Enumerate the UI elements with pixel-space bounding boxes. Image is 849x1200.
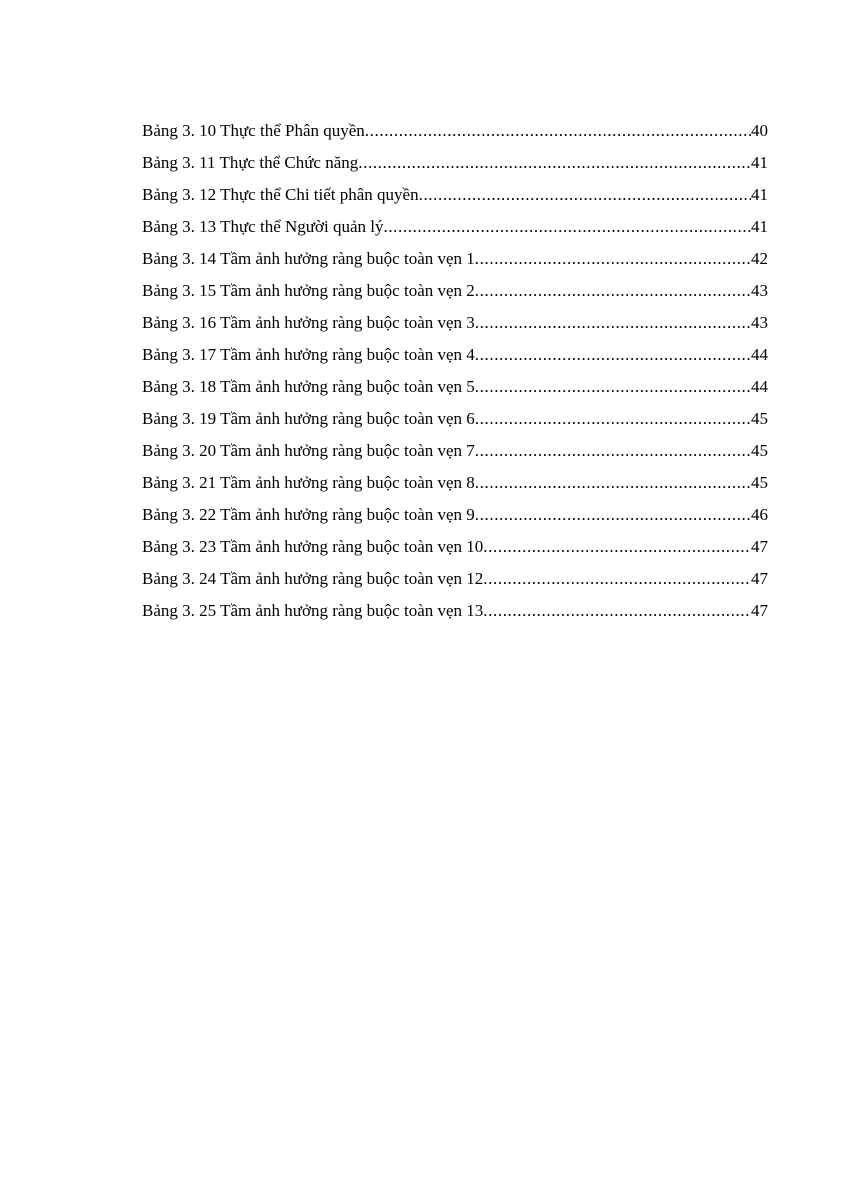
toc-entry-label: Bảng 3. 13 Thực thể Người quản lý: [142, 217, 384, 236]
toc-entry-page-number: 46: [751, 505, 768, 524]
toc-entry[interactable]: [142, 153, 768, 185]
toc-entry-page-number: 44: [751, 345, 768, 364]
toc-entry-page-number: 45: [751, 441, 768, 460]
toc-entry-page-number: 43: [751, 281, 768, 300]
toc-entry-label: Bảng 3. 22 Tầm ảnh hưởng ràng buộc toàn vẹn 9: [142, 505, 475, 524]
toc-entry[interactable]: [142, 281, 768, 313]
toc-dot-leader: [475, 473, 751, 493]
toc-entry-label: Bảng 3. 17 Tầm ảnh hưởng ràng buộc toàn vẹn 4: [142, 345, 475, 364]
toc-entry-label: Bảng 3. 25 Tầm ảnh hưởng ràng buộc toàn vẹn 13: [142, 601, 484, 620]
toc-entry[interactable]: [142, 441, 768, 473]
toc-entry[interactable]: [142, 185, 768, 217]
toc-dot-leader: [365, 121, 751, 141]
toc-entry-page-number: 41: [751, 185, 768, 204]
toc-dot-leader: [475, 441, 751, 461]
toc-entry-label: Bảng 3. 20 Tầm ảnh hưởng ràng buộc toàn vẹn 7: [142, 441, 475, 460]
toc-entry-page-number: 47: [751, 537, 768, 556]
toc-entry-page-number: 45: [751, 473, 768, 492]
toc-dot-leader: [475, 281, 751, 301]
toc-entry-page-number: 43: [751, 313, 768, 332]
toc-entry[interactable]: [142, 409, 768, 441]
toc-entry[interactable]: [142, 505, 768, 537]
toc-entry-label: Bảng 3. 11 Thực thể Chức năng: [142, 153, 359, 172]
toc-entry-label: Bảng 3. 23 Tầm ảnh hưởng ràng buộc toàn vẹn 10: [142, 537, 484, 556]
toc-entry-label: Bảng 3. 24 Tầm ảnh hưởng ràng buộc toàn vẹn 12: [142, 569, 484, 588]
toc-entry-page-number: 40: [751, 121, 768, 140]
toc-entry[interactable]: [142, 345, 768, 377]
toc-entry[interactable]: [142, 601, 768, 633]
toc-dot-leader: [419, 185, 751, 205]
toc-dot-leader: [475, 345, 751, 365]
toc-dot-leader: [475, 313, 751, 333]
toc-entry-page-number: 41: [751, 217, 768, 236]
toc-entry-page-number: 47: [751, 601, 768, 620]
toc-dot-leader: [483, 569, 751, 589]
toc-dot-leader: [358, 153, 751, 173]
toc-entry[interactable]: [142, 121, 768, 153]
toc-entry-label: Bảng 3. 21 Tầm ảnh hưởng ràng buộc toàn vẹn 8: [142, 473, 475, 492]
toc-dot-leader: [475, 249, 751, 269]
toc-entry-label: Bảng 3. 14 Tầm ảnh hưởng ràng buộc toàn vẹn 1: [142, 249, 475, 268]
toc-entry-label: Bảng 3. 18 Tầm ảnh hưởng ràng buộc toàn vẹn 5: [142, 377, 475, 396]
toc-entry[interactable]: [142, 377, 768, 409]
toc-dot-leader: [483, 601, 751, 621]
toc-entry[interactable]: [142, 473, 768, 505]
table-of-contents-list: [142, 121, 768, 633]
toc-entry-label: Bảng 3. 10 Thực thể Phân quyền: [142, 121, 365, 140]
toc-dot-leader: [475, 409, 751, 429]
toc-dot-leader: [383, 217, 751, 237]
toc-entry-label: Bảng 3. 16 Tầm ảnh hưởng ràng buộc toàn vẹn 3: [142, 313, 475, 332]
toc-entry-page-number: 44: [751, 377, 768, 396]
toc-entry-label: Bảng 3. 15 Tầm ảnh hưởng ràng buộc toàn vẹn 2: [142, 281, 475, 300]
toc-entry-label: Bảng 3. 19 Tầm ảnh hưởng ràng buộc toàn vẹn 6: [142, 409, 475, 428]
toc-entry-page-number: 42: [751, 249, 768, 268]
toc-entry-label: Bảng 3. 12 Thực thể Chi tiết phân quyền: [142, 185, 419, 204]
toc-entry[interactable]: [142, 537, 768, 569]
toc-entry-page-number: 41: [751, 153, 768, 172]
toc-entry-page-number: 47: [751, 569, 768, 588]
toc-dot-leader: [483, 537, 751, 557]
toc-entry-page-number: 45: [751, 409, 768, 428]
toc-entry[interactable]: [142, 313, 768, 345]
toc-dot-leader: [475, 505, 751, 525]
toc-dot-leader: [475, 377, 751, 397]
toc-entry[interactable]: [142, 249, 768, 281]
toc-entry[interactable]: [142, 569, 768, 601]
toc-entry[interactable]: [142, 217, 768, 249]
